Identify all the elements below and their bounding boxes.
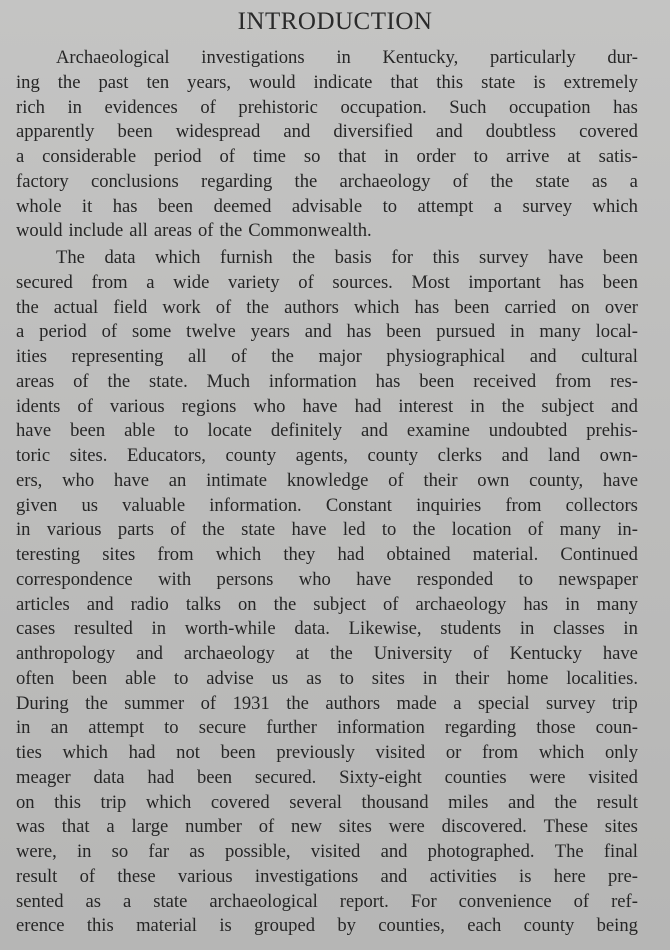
text-line: toric sites. Educators, county agents, county clerks and land own- [16,445,638,466]
text-line: secured from a wide variety of sources. Most important has been [16,271,638,293]
text-line: Archaeological investigations in Kentucky, particularly dur- [56,47,638,68]
text-line: articles and radio talks on the subject of archaeology has in many [16,593,638,615]
text-line: whole it has been deemed advisable to attempt a survey which [16,195,638,217]
text-line: was that a large number of new sites were discovered. These sites [16,816,638,838]
text-line: result of these various investigations and activities is here pre- [16,865,638,887]
body-text [16,46,638,939]
text-line: a considerable period of time so that in order to arrive at satis- [16,146,638,167]
text-line: in various parts of the state have led to the location of many in- [16,519,638,541]
text-line: a period of some twelve years and has been pursued in many local- [16,321,638,343]
text-line: cases resulted in worth-while data. Likewise, students in classes in [16,618,638,640]
text-line: ing the past ten years, would indicate that this state is extremely [16,71,638,93]
text-line: ities representing all of the major physiographical and cultural [16,346,638,367]
page-heading: INTRODUCTION [237,8,433,35]
text-line: apparently been widespread and diversified and doubtless covered [16,121,638,143]
text-line: sented as a state archaeological report. For convenience of ref- [16,890,638,912]
text-line: were, in so far as possible, visited and photographed. The final [16,841,638,862]
text-line: During the summer of 1931 the authors made a special survey trip [16,692,638,714]
text-line: rich in evidences of prehistoric occupation. Such occupation has [16,96,638,118]
text-line: the actual field work of the authors which has been carried on over [16,296,638,318]
text-line: areas of the state. Much information has been received from res- [16,370,638,392]
paragraph [16,246,638,939]
text-line: on this trip which covered several thousand miles and the result [16,791,638,813]
text-line: ties which had not been previously visited or from which only [16,742,638,763]
paragraph [16,46,638,244]
text-line: often been able to advise us as to sites in their home localities. [16,667,638,689]
text-line: in an attempt to secure further information regarding those coun- [16,717,638,739]
text-line: meager data had been secured. Sixty-eight counties were visited [16,766,638,788]
text-line: factory conclusions regarding the archaeology of the state as a [16,170,638,192]
text-line: correspondence with persons who have responded to newspaper [16,568,638,590]
text-line: erence this material is grouped by counties, each county being [16,915,638,937]
text-line: teresting sites from which they had obtained material. Continued [16,544,638,565]
text-line: have been able to locate definitely and examine undoubted prehis- [16,420,638,442]
text-line: idents of various regions who have had interest in the subject and [16,395,638,417]
text-line: The data which furnish the basis for this survey have been [56,247,638,268]
text-line: ers, who have an intimate knowledge of their own county, have [16,469,638,491]
text-line: given us valuable information. Constant inquiries from collectors [16,494,638,516]
text-line: anthropology and archaeology at the University of Kentucky have [16,643,638,664]
text-line: would include all areas of the Commonwealth. [16,220,372,242]
